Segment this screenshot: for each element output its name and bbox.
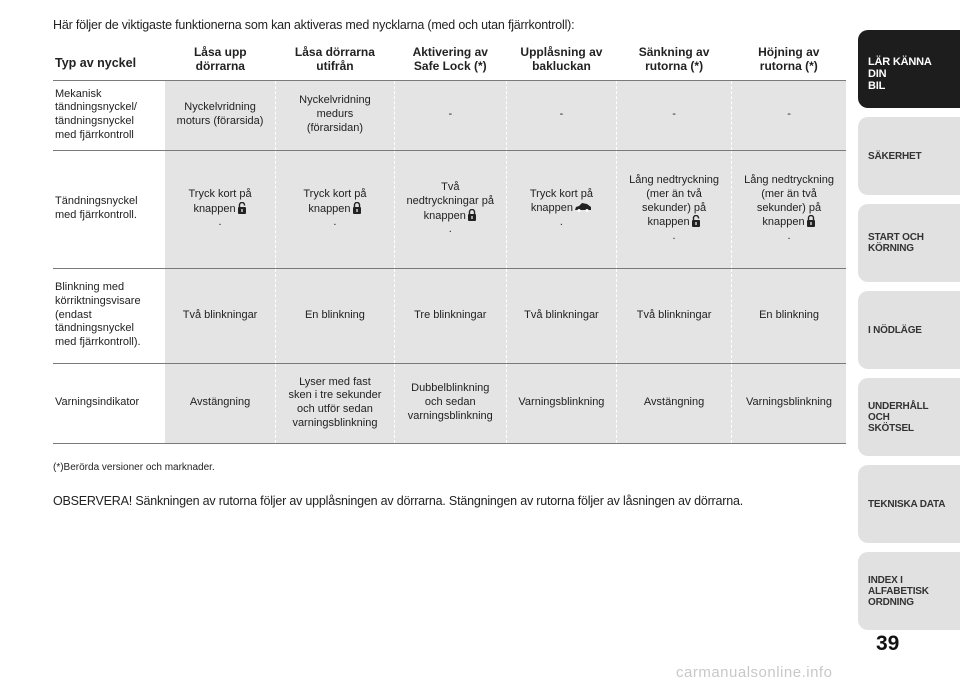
column-header: Upplåsning av bakluckan [520, 45, 603, 73]
table-cell: Två blinkningar [617, 268, 732, 363]
row-label: Tändningsnyckel med fjärrkontroll. [53, 150, 165, 268]
table-row [53, 363, 846, 443]
table-row [53, 80, 846, 150]
column-header: Aktivering av Safe Lock (*) [412, 45, 488, 73]
column-header: Typ av nyckel [55, 55, 137, 70]
table-header-row [53, 44, 846, 80]
intro-text: Här följer de viktigaste funktionerna som kan aktiveras med nycklarna (med och utan fjärrkontroll): [53, 18, 575, 32]
table-cell: - [617, 80, 732, 150]
car-trunk-icon [574, 202, 592, 212]
table-cell: Tryck kort på knappen . [165, 150, 276, 268]
row-label: Mekanisk tändningsnyckel/ tändningsnyckel med fjärrkontroll [53, 80, 165, 150]
chapter-tab-label: I NÖDLÄGE [868, 324, 922, 336]
table-cell: Tre blinkningar [394, 268, 506, 363]
chapter-tab-label: SÄKERHET [868, 150, 922, 162]
table-row [53, 268, 846, 363]
lock-icon [806, 215, 816, 227]
note-text: OBSERVERA! Sänkningen av rutorna följer av upplåsningen av dörrarna. Stängningen av rutorna följer av låsningen av dörrarna. [53, 494, 743, 508]
key-functions-table [53, 44, 846, 444]
table-cell: En blinkning [732, 268, 846, 363]
chapter-tab-label: INDEX I ALFABETISK ORDNING [868, 574, 929, 608]
chapter-tab-label: START OCH KÖRNING [868, 232, 924, 254]
table-row [53, 150, 846, 268]
row-label: Varningsindikator [53, 363, 165, 443]
table-cell: Två nedtryckningar på knappen . [394, 150, 506, 268]
chapter-tab-label: UNDERHÅLL OCH SKÖTSEL [868, 400, 929, 434]
table-cell: Dubbelblinkning och sedan varningsblinkning [394, 363, 506, 443]
table-cell: Avstängning [617, 363, 732, 443]
table-cell: En blinkning [276, 268, 395, 363]
page-number: 39 [876, 632, 900, 655]
table-cell: Två blinkningar [506, 268, 616, 363]
chapter-tab-label: LÄR KÄNNA DIN BIL [868, 56, 932, 93]
table-cell: Lyser med fast sken i tre sekunder och utför sedan varningsblinkning [276, 363, 395, 443]
chapter-tab[interactable] [858, 204, 960, 282]
lock-icon [467, 209, 477, 221]
chapter-tabs [858, 30, 960, 639]
chapter-tab[interactable] [858, 30, 960, 108]
table-cell: Lång nedtryckning (mer än två sekunder) på knappen . [617, 150, 732, 268]
row-label: Blinkning med körriktningsvisare (endast tändningsnyckel med fjärrkontroll). [53, 268, 165, 363]
chapter-tab[interactable] [858, 552, 960, 630]
column-header: Låsa upp dörrarna [193, 45, 247, 73]
table-cell: - [506, 80, 616, 150]
chapter-tab[interactable] [858, 291, 960, 369]
footnote: (*)Berörda versioner och marknader. [53, 462, 215, 473]
watermark: carmanualsonline.info [676, 664, 833, 681]
table-cell: Varningsblinkning [732, 363, 846, 443]
table-cell: Nyckelvridning moturs (förarsida) [165, 80, 276, 150]
table-cell: - [732, 80, 846, 150]
column-header: Låsa dörrarna utifrån [294, 45, 375, 73]
lock-icon [352, 202, 362, 214]
table-cell: Tryck kort på knappen . [506, 150, 616, 268]
table-cell: Nyckelvridning medurs (förarsidan) [276, 80, 395, 150]
chapter-tab[interactable] [858, 378, 960, 456]
table-cell: Tryck kort på knappen . [276, 150, 395, 268]
unlock-icon [237, 202, 247, 214]
column-header: Höjning av rutorna (*) [758, 45, 820, 73]
table-cell: Lång nedtryckning (mer än två sekunder) på knappen . [732, 150, 846, 268]
chapter-tab[interactable] [858, 465, 960, 543]
table-cell: Två blinkningar [165, 268, 276, 363]
chapter-tab-label: TEKNISKA DATA [868, 498, 946, 510]
table-cell: Varningsblinkning [506, 363, 616, 443]
chapter-tab[interactable] [858, 117, 960, 195]
unlock-icon [691, 215, 701, 227]
column-header: Sänkning av rutorna (*) [638, 45, 710, 73]
table-cell: Avstängning [165, 363, 276, 443]
table-cell: - [394, 80, 506, 150]
